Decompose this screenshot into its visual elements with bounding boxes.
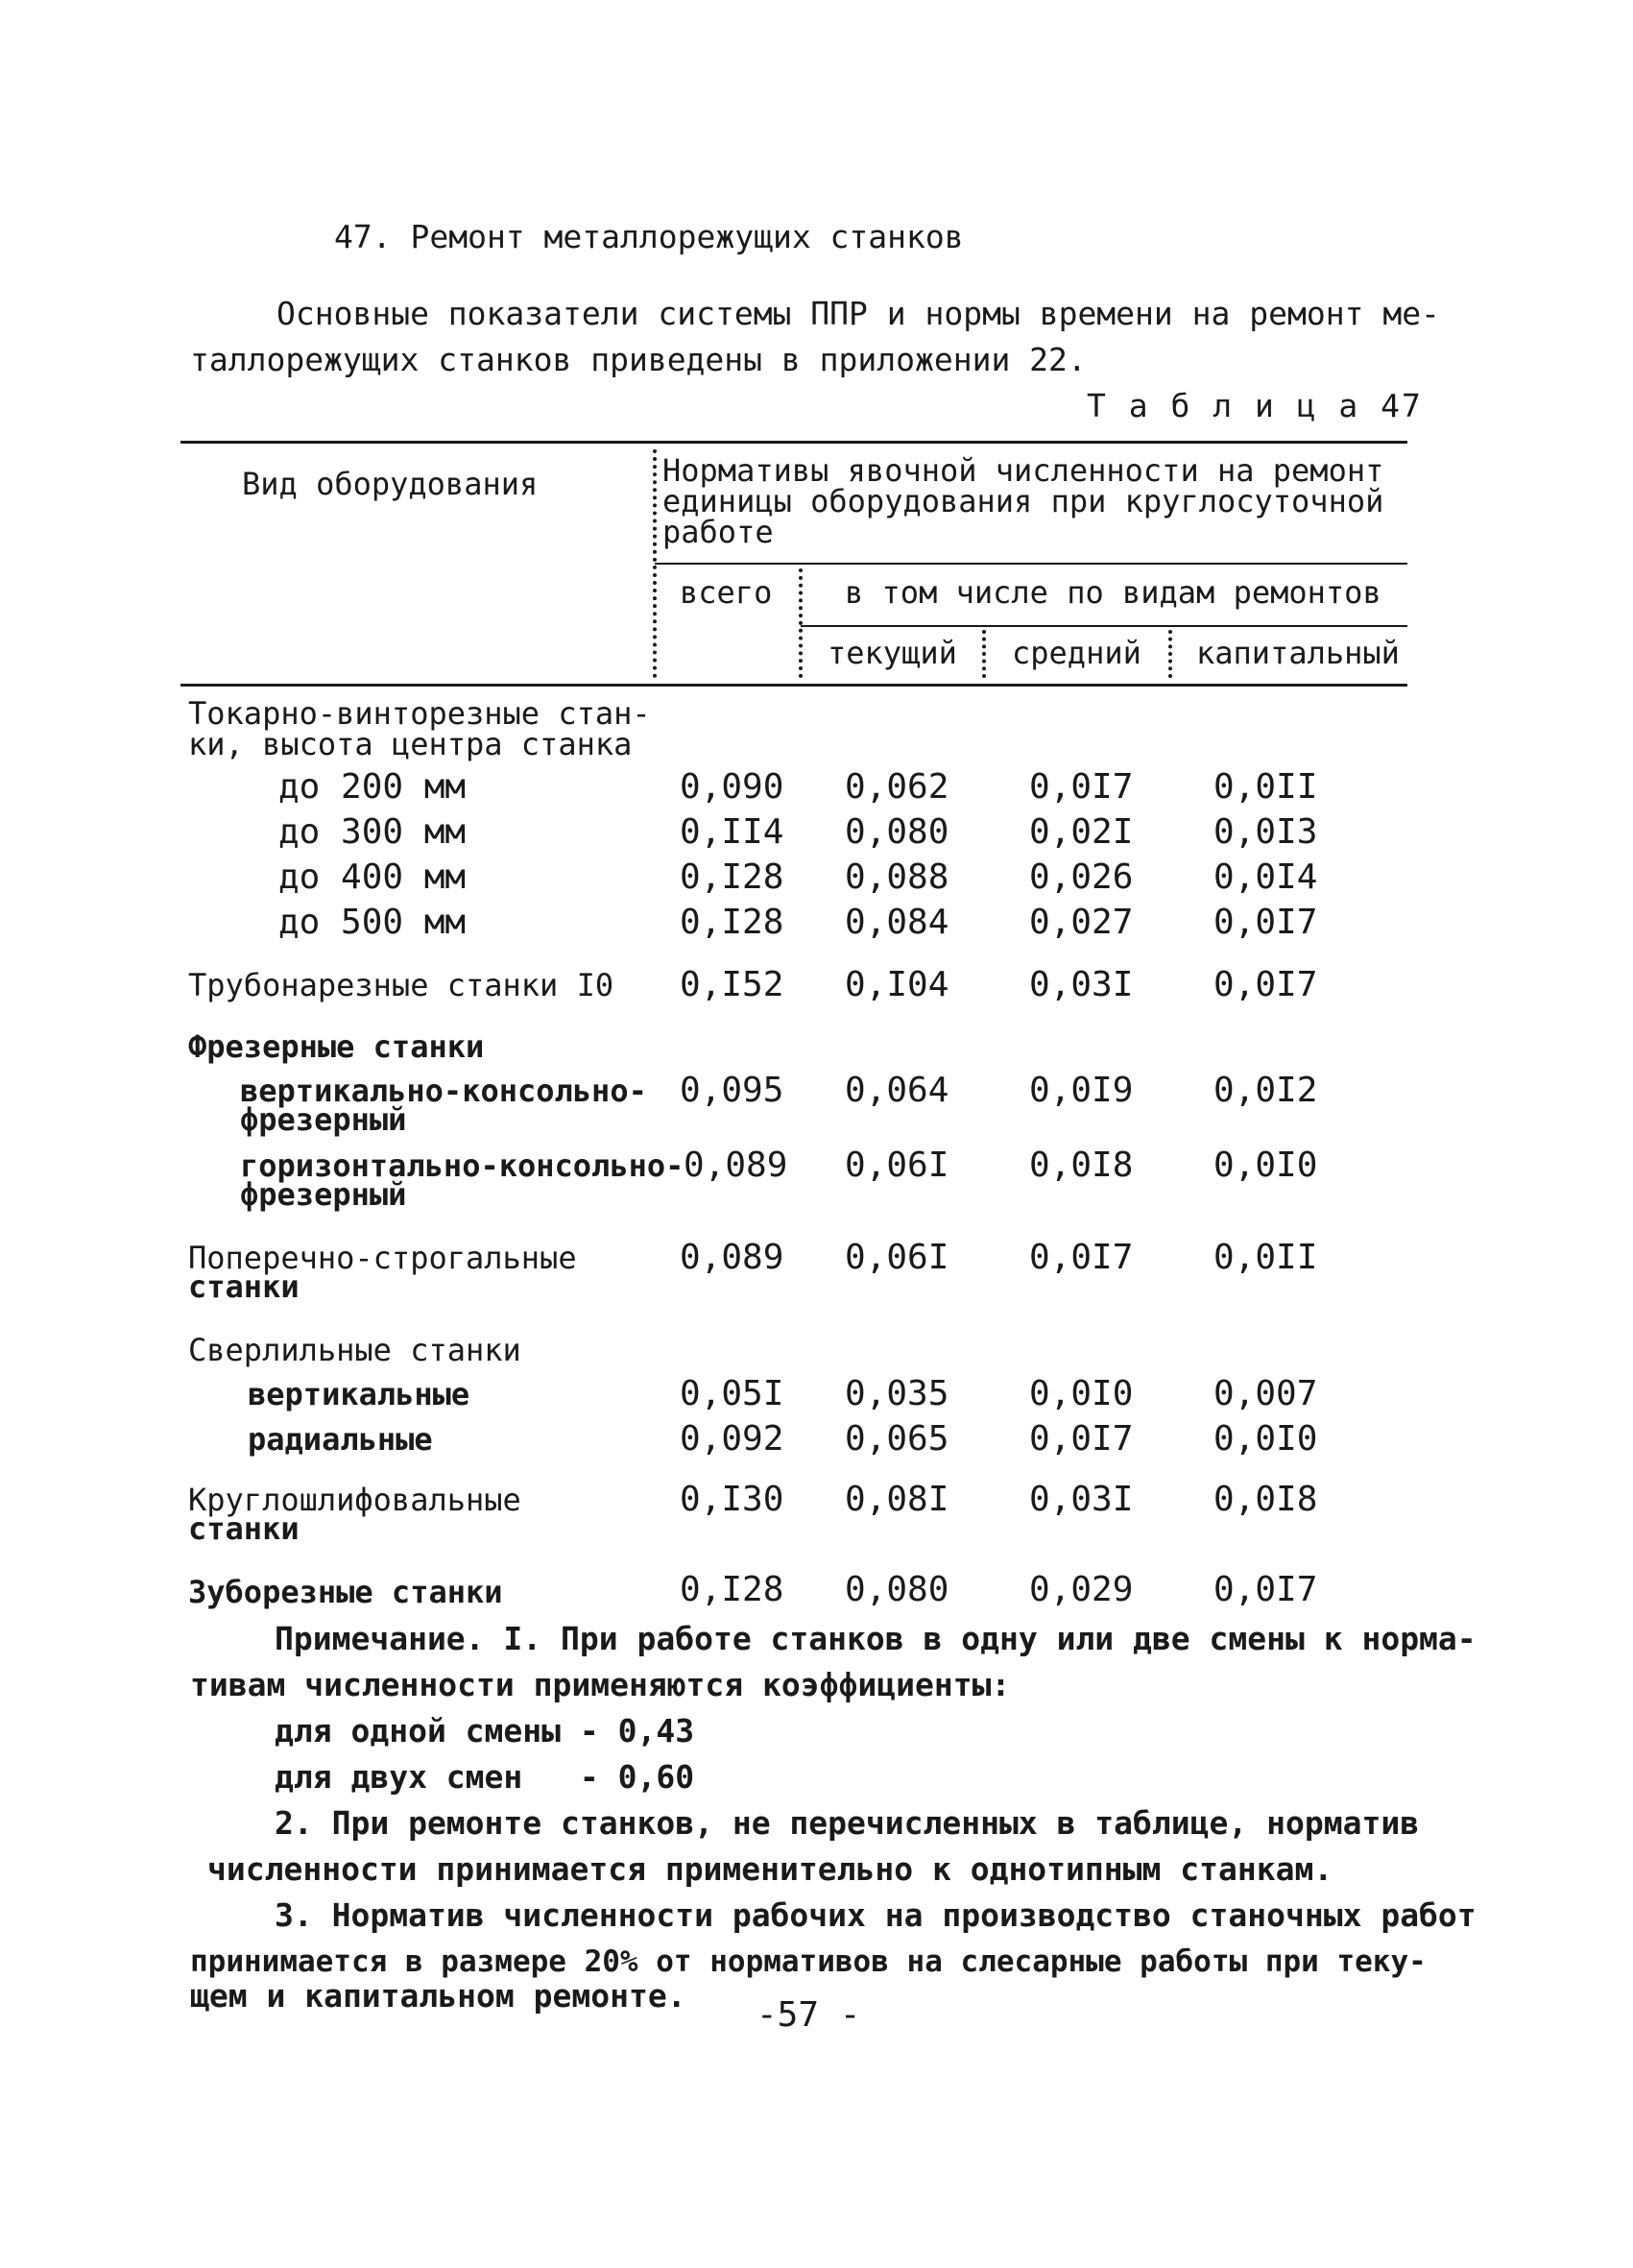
cell-total: 0,I28 [680,1570,784,1609]
note-1-one-shift: для одной смены - 0,43 [275,1712,695,1749]
group-drilling-title: Сверлильные станки [188,1332,521,1368]
page-number: -57 - [756,1995,861,2035]
col-header-capital: капитальный [1196,635,1400,671]
cell-total: 0,05I [680,1374,784,1413]
row-name: Зуборезные станки [188,1574,503,1610]
cell-total: 0,089 [684,1146,788,1185]
cell-total: 0,092 [680,1419,784,1459]
note-2-line-1: 2. При ремонте станков, не перечисленных в таблице, норматив [275,1804,1420,1842]
cell-total: 0,I30 [680,1480,784,1519]
cell-total: 0,089 [680,1238,784,1277]
cell-total: 0,I28 [680,857,784,897]
cell-medium: 0,0I7 [1029,1419,1134,1459]
cell-capital: 0,0I0 [1213,1419,1318,1459]
note-1-two-shifts: для двух смен - 0,60 [275,1758,695,1796]
cell-current: 0,080 [845,1570,949,1609]
note-1-line-1: Примечание. I. При работе станков в одну или две смены к норма- [275,1620,1477,1657]
cell-current: 0,080 [845,812,949,852]
cell-current: 0,064 [845,1071,949,1110]
cell-medium: 0,027 [1029,903,1134,942]
cell-total: 0,I52 [680,965,784,1004]
col-header-norms-1: Нормативы явочной численности на ремонт [662,452,1384,489]
row-name-cont: станки [188,1268,300,1305]
row-name: радиальные [248,1421,433,1458]
intro-line-2: таллорежущих станков приведены в приложении 22. [190,341,1087,378]
cell-medium: 0,0I7 [1029,1238,1134,1277]
cell-capital: 0,007 [1213,1374,1318,1413]
col-header-norms-3: работе [662,514,774,550]
group-lathe-title-1: Токарно-винторезные стан- [188,695,651,732]
cell-capital: 0,0I7 [1213,965,1318,1004]
header-separator-main [653,449,657,678]
row-name: до 200 мм [278,767,467,807]
cell-current: 0,065 [845,1419,949,1459]
section-title: 47. Ремонт металлорежущих станков [334,218,964,255]
cell-capital: 0,0I7 [1213,903,1318,942]
group-milling-title: Фрезерные станки [188,1028,485,1065]
note-3-line-1: 3. Норматив численности рабочих на производство станочных работ [275,1896,1477,1934]
cell-total: 0,I28 [680,903,784,942]
cell-medium: 0,03I [1029,1480,1134,1519]
header-rule-1 [655,563,1407,565]
cell-capital: 0,0I7 [1213,1570,1318,1609]
table-top-rule [180,441,1407,444]
cell-total: 0,095 [680,1071,784,1110]
row-name: вертикальные [248,1376,470,1412]
cell-capital: 0,0II [1213,1238,1318,1277]
cell-medium: 0,0I7 [1029,767,1134,807]
note-2-line-2: численности принимается применительно к однотипным станкам. [207,1850,1333,1888]
cell-capital: 0,0I0 [1213,1146,1318,1185]
header-separator-current [982,630,986,678]
note-3-line-2: принимается в размере 20% от нормативов на слесарные работы при теку- [190,1944,1427,1979]
row-name: Трубонарезные станки I0 [188,967,614,1003]
table-label: Т а б л и ц а 47 [1087,387,1423,424]
intro-line-1: Основные показатели системы ППР и нормы времени на ремонт ме- [276,295,1440,332]
group-lathe-title-2: ки, высота центра станка [188,726,633,762]
cell-medium: 0,0I9 [1029,1071,1134,1110]
cell-current: 0,06I [845,1146,949,1185]
cell-capital: 0,0I4 [1213,857,1318,897]
cell-medium: 0,026 [1029,857,1134,897]
row-name: вертикально-консольно- [240,1073,647,1109]
row-name-cont: фрезерный [240,1101,407,1138]
cell-capital: 0,0I3 [1213,812,1318,852]
col-header-norms-2: единицы оборудования при круглосуточной [662,483,1384,519]
cell-capital: 0,0I8 [1213,1480,1318,1519]
cell-current: 0,035 [845,1374,949,1413]
cell-current: 0,06I [845,1238,949,1277]
header-separator-total [799,568,803,678]
cell-medium: 0,029 [1029,1570,1134,1609]
col-header-by-type: в том числе по видам ремонтов [845,574,1381,611]
col-header-medium: средний [1012,635,1141,671]
cell-current: 0,062 [845,767,949,807]
cell-total: 0,090 [680,767,784,807]
note-3-line-3: щем и капитальном ремонте. [190,1977,686,2015]
col-header-total: всего [680,574,773,611]
row-name: до 400 мм [278,857,467,897]
cell-capital: 0,0II [1213,767,1318,807]
cell-current: 0,I04 [845,965,949,1004]
cell-current: 0,08I [845,1480,949,1519]
cell-total: 0,II4 [680,812,784,852]
row-name: Круглошлифовальные [188,1482,521,1518]
cell-medium: 0,0I0 [1029,1374,1134,1413]
header-rule-2 [801,625,1407,627]
header-separator-medium [1168,630,1172,678]
cell-current: 0,084 [845,903,949,942]
row-name: до 300 мм [278,812,467,852]
row-name: горизонтально-консольно- [240,1147,684,1184]
row-name: Поперечно-строгальные [188,1240,577,1276]
header-bottom-rule [180,684,1407,687]
note-1-line-2: тивам численности применяются коэффициенты: [190,1666,1011,1703]
col-header-equipment: Вид оборудования [242,466,539,502]
cell-medium: 0,03I [1029,965,1134,1004]
cell-medium: 0,02I [1029,812,1134,852]
col-header-current: текущий [828,635,957,671]
row-name-cont: станки [188,1510,300,1547]
cell-medium: 0,0I8 [1029,1146,1134,1185]
row-name-cont: фрезерный [240,1176,407,1213]
row-name: до 500 мм [278,903,467,942]
cell-capital: 0,0I2 [1213,1071,1318,1110]
cell-current: 0,088 [845,857,949,897]
